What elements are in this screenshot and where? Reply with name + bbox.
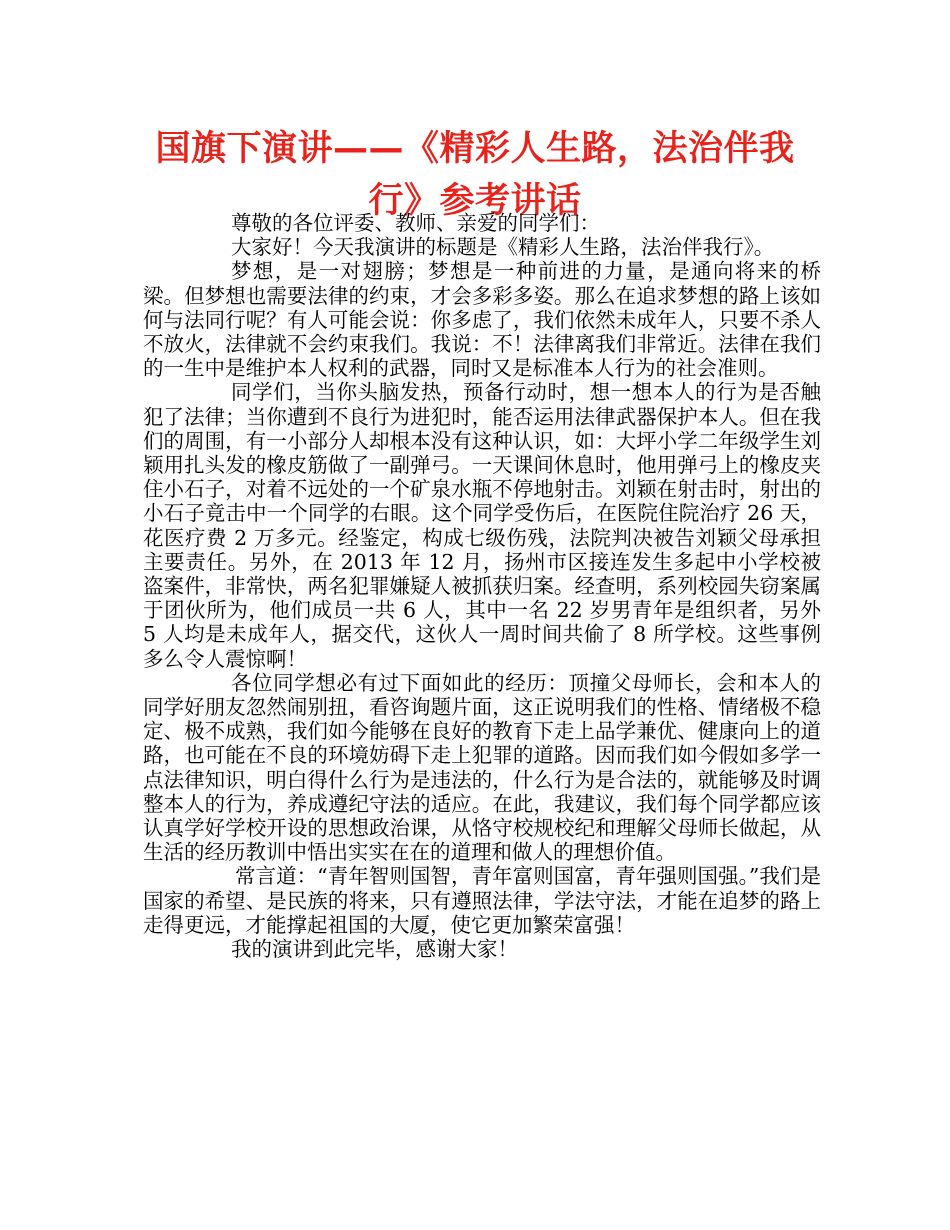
case-examples-paragraph: 同学们，当你头脑发热，预备行动时，想一想本人的行为是否触犯了法律；当你遭到不良行为进犯时，能否运用法律武器保护本人。但在我们的周围，有一小部分人却根本没有这种认识，如：大坪小学二年级学生刘颖用扎头发的橡皮筋做了一副弹弓。一天课间休息时，他用弹弓上的橡皮夹住小石子，对着不远处的一个矿泉水瓶不停地射击。刘颖在射击时，射出的小石子竟击中一个同学的右眼。这个同学受伤后，在医院住院治疗 26 天，花医疗费 2 万多元。经鉴定，构成七级伤残，法院判决被告刘颖父母承担主要责任。另外，在 2013 年 12 月，扬州市区接连发生多起中小学校被盗案件，非常快，两名犯罪嫌疑人被抓获归案。经查明，系列校园失窃案属于团伙所为，他们成员一共 6 人，其中一名 22 岁男青年是组织者，另外 5 人均是未成年人，据交代，这伙人一周时间共偷了 8 所学校。这些事例多么令人震惊啊！ — [143, 380, 821, 671]
speech-body — [143, 211, 821, 961]
proverb-paragraph: 常言道：“青年智则国智，青年富则国富，青年强则国强。”我们是国家的希望、是民族的将来，只有遵照法律，学法守法，才能在追梦的路上走得更远，才能撑起祖国的大厦，使它更加繁荣富强！ — [143, 864, 821, 937]
salutation-paragraph: 尊敬的各位评委、教师、亲爱的同学们： — [231, 211, 600, 235]
dream-paragraph: 梦想，是一对翅膀；梦想是一种前进的力量，是通向将来的桥梁。但梦想也需要法律的约束，才会多彩多姿。那么在追求梦想的路上该如何与法同行呢？有人可能会说：你多虑了，我们依然未成年人，只要不杀人不放火，法律就不会约束我们。我说：不！法律离我们非常近。法律在我们的一生中是维护本人权利的武器，同时又是标准本人行为的社会准则。 — [143, 259, 821, 381]
advice-paragraph: 各位同学想必有过下面如此的经历：顶撞父母师长，会和本人的同学好朋友忽然闹别扭，看咨询题片面，这正说明我们的性格、情绪极不稳定、极不成熟，我们如今能够在良好的教育下走上品学兼优、健康向上的道路，也可能在不良的环境妨碍下走上犯罪的道路。因而我们如今假如多学一点法律知识，明白得什么行为是违法的，什么行为是合法的，就能够及时调整本人的行为，养成遵纪守法的适应。在此，我建议，我们每个同学都应该认真学好学校开设的思想政治课，从恪守校规校纪和理解父母师长做起，从生活的经历教训中悟出实实在在的道理和做人的理想价值。 — [143, 670, 821, 865]
document-title: 国旗下演讲——《精彩人生路，法治伴我行》参考讲话 — [155, 129, 795, 221]
greeting-paragraph: 大家好！今天我演讲的标题是《精彩人生路，法治伴我行》。 — [231, 235, 775, 260]
closing-paragraph: 我的演讲到此完毕，感谢大家！ — [231, 937, 518, 962]
